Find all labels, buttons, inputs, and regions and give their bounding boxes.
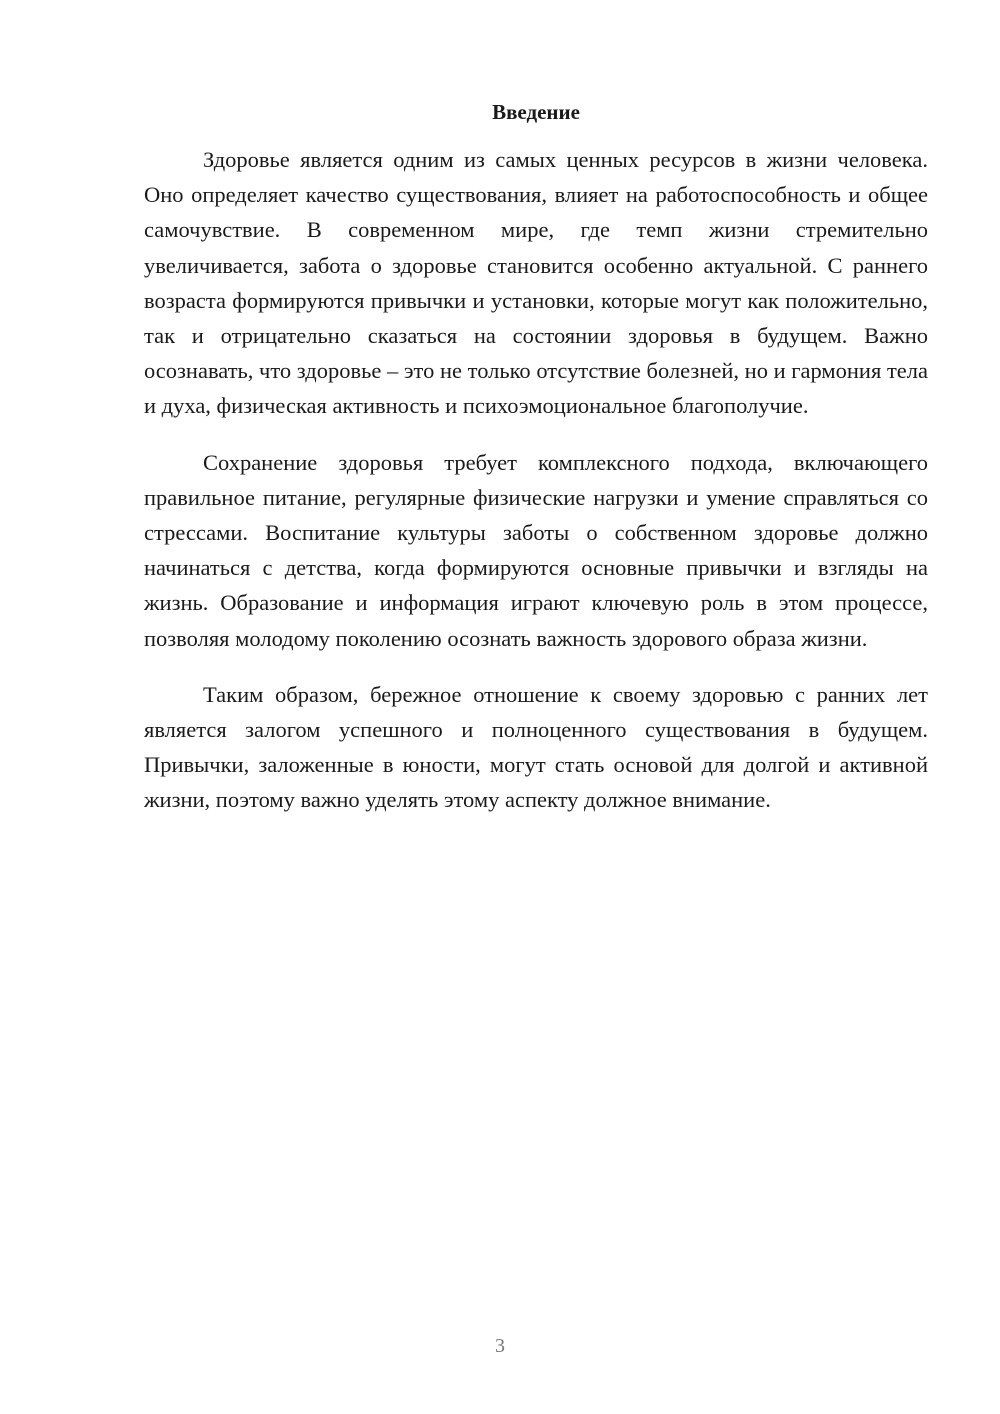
page-number: 3	[495, 1335, 505, 1357]
paragraph-2: Сохранение здоровья требует комплексного подхода, включающего правильное питание, регулярные физические нагрузки и умение справляться со стрессами. Воспитание культуры заботы о собственном здоровье должно начинаться с детства, когда формируются основные привычки и взгляды на жизнь. Образование и информация играют ключевую роль в этом процессе, позволяя молодому поколению осознать важность здорового образа жизни.	[144, 449, 928, 651]
paragraph-1: Здоровье является одним из самых ценных ресурсов в жизни человека. Оно определяет качество существования, влияет на работоспособность и общее самочувствие. В современном мире, где темп жизни стремительно увеличивается, забота о здоровье становится особенно актуальной. С раннего возраста формируются привычки и установки, которые могут как положительно, так и отрицательно сказаться на состоянии здоровья в будущем. Важно осознавать, что здоровье – это не только отсутствие болезней, но и гармония тела и духа, физическая активность и психоэмоциональное благополучие.	[144, 147, 928, 419]
page-content	[144, 96, 928, 839]
section-title: Введение	[492, 100, 580, 124]
paragraph-3: Таким образом, бережное отношение к своему здоровью с ранних лет является залогом успешного и полноценного существования в будущем. Привычки, заложенные в юности, могут стать основой для долгой и активной жизни, поэтому важно уделять этому аспекту должное внимание.	[144, 681, 928, 813]
